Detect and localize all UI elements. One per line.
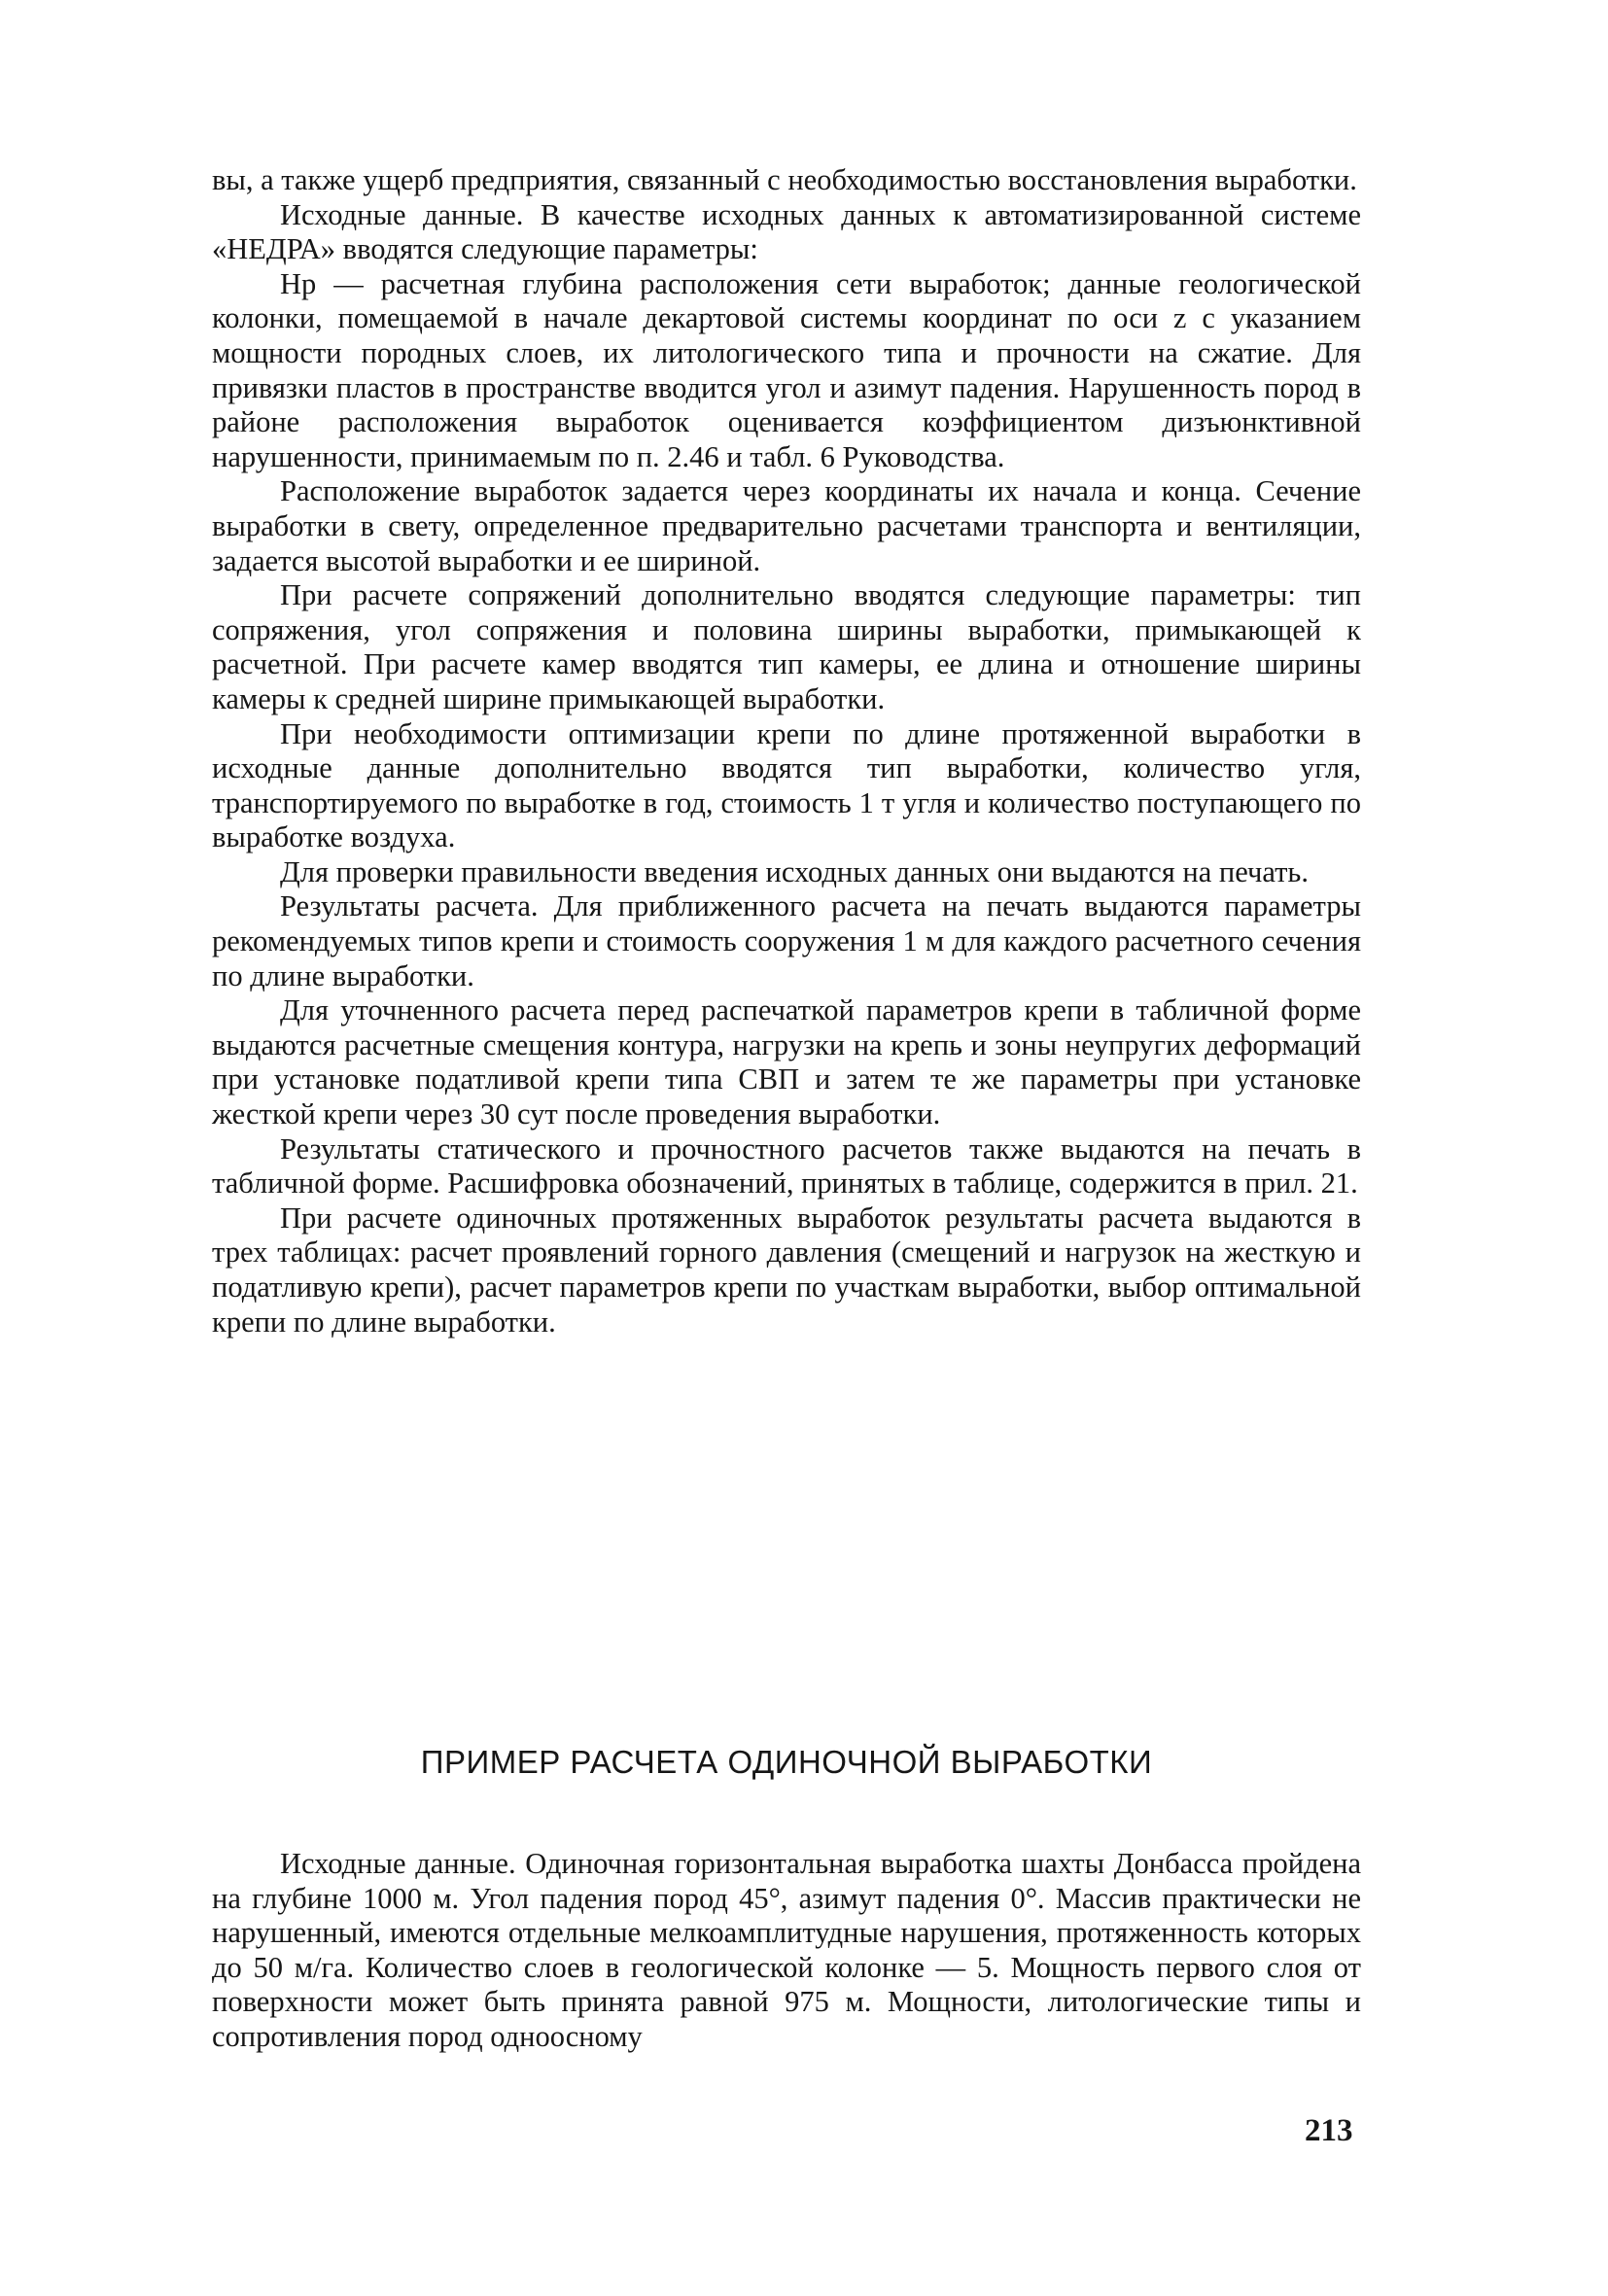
body-text	[212, 163, 1361, 1339]
paragraph-results-refined: Для уточненного расчета перед распечаткой параметров крепи в табличной форме выдаются расчетные смещения контура, нагрузки на крепь и зоны неупругих деформаций при установке податливой крепи типа СВП и затем те же параметры при установке жесткой крепи через 30 сут после проведения выработки.	[212, 993, 1361, 1131]
paragraph-input-check: Для проверки правильности введения исходных данных они выдаются на печать.	[280, 854, 1309, 888]
page-number: 213	[1305, 2113, 1353, 2148]
section-heading: ПРИМЕР РАСЧЕТА ОДИНОЧНОЙ ВЫРАБОТКИ	[420, 1744, 1153, 1780]
page-body	[212, 163, 1361, 2053]
example-text	[212, 1847, 1361, 2055]
paragraph-design-depth: Нр — расчетная глубина расположения сети выработок; данные геологической колонки, помещаемой в начале декартовой системы координат по оси z с указанием мощности породных слоев, их литологического типа и прочности на сжатие. Для привязки пластов в пространстве вводится угол и азимут падения. Нарушенность пород в районе расположения выработок оценивается коэффициентом дизъюнктивной нарушенности, принимаемым по п. 2.46 и табл. 6 Руководства.	[212, 266, 1361, 473]
paragraph-example-input: Исходные данные. Одиночная горизонтальная выработка шахты Донбасса пройдена на глубине 1000 м. Угол падения пород 45°, азимут падения 0°. Массив практически не нарушенный, имеются отдельные мелкоамплитудные нарушения, протяженность которых до 50 м/га. Количество слоев в геологической колонке — 5. Мощность первого слоя от поверхности может быть принята равной 975 м. Мощности, литологические типы и сопротивления пород одноосному	[212, 1847, 1361, 2053]
paragraph-support-optimization: При необходимости оптимизации крепи по длине протяженной выработки в исходные данные дополнительно вводятся тип выработки, количество угля, транспортируемого по выработке в год, стоимость 1 т угля и количество поступающего по выработке воздуха.	[212, 716, 1361, 854]
paragraph-continuation: вы, а также ущерб предприятия, связанный с необходимостью восстановления выработки.	[212, 163, 1357, 196]
paragraph-workings-location: Расположение выработок задается через координаты их начала и конца. Сечение выработки в свету, определенное предварительно расчетами транспорта и вентиляции, задается высотой выработки и ее шириной.	[212, 474, 1361, 577]
paragraph-results-approx: Результаты расчета. Для приближенного расчета на печать выдаются параметры рекомендуемых типов крепи и стоимость сооружения 1 м для каждого расчетного сечения по длине выработки.	[212, 889, 1361, 992]
paragraph-results-tables: При расчете одиночных протяженных выработок результаты расчета выдаются в трех таблицах: расчет проявлений горного давления (смещений и нагрузок на жесткую и податливую крепи), расчет параметров крепи по участкам выработки, выбор оптимальной крепи по длине выработки.	[212, 1200, 1361, 1339]
paragraph-junctions: При расчете сопряжений дополнительно вводятся следующие параметры: тип сопряжения, угол сопряжения и половина ширины выработки, примыкающей к расчетной. При расчете камер вводятся тип камеры, ее длина и отношение ширины камеры к средней ширине примыкающей выработки.	[212, 578, 1361, 715]
paragraph-results-static: Результаты статического и прочностного расчетов также выдаются на печать в табличной форме. Расшифровка обозначений, принятых в таблице, содержится в прил. 21.	[212, 1131, 1361, 1200]
paragraph-input-data: Исходные данные. В качестве исходных данных к автоматизированной системе «НЕДРА» вводятся следующие параметры:	[212, 197, 1361, 266]
